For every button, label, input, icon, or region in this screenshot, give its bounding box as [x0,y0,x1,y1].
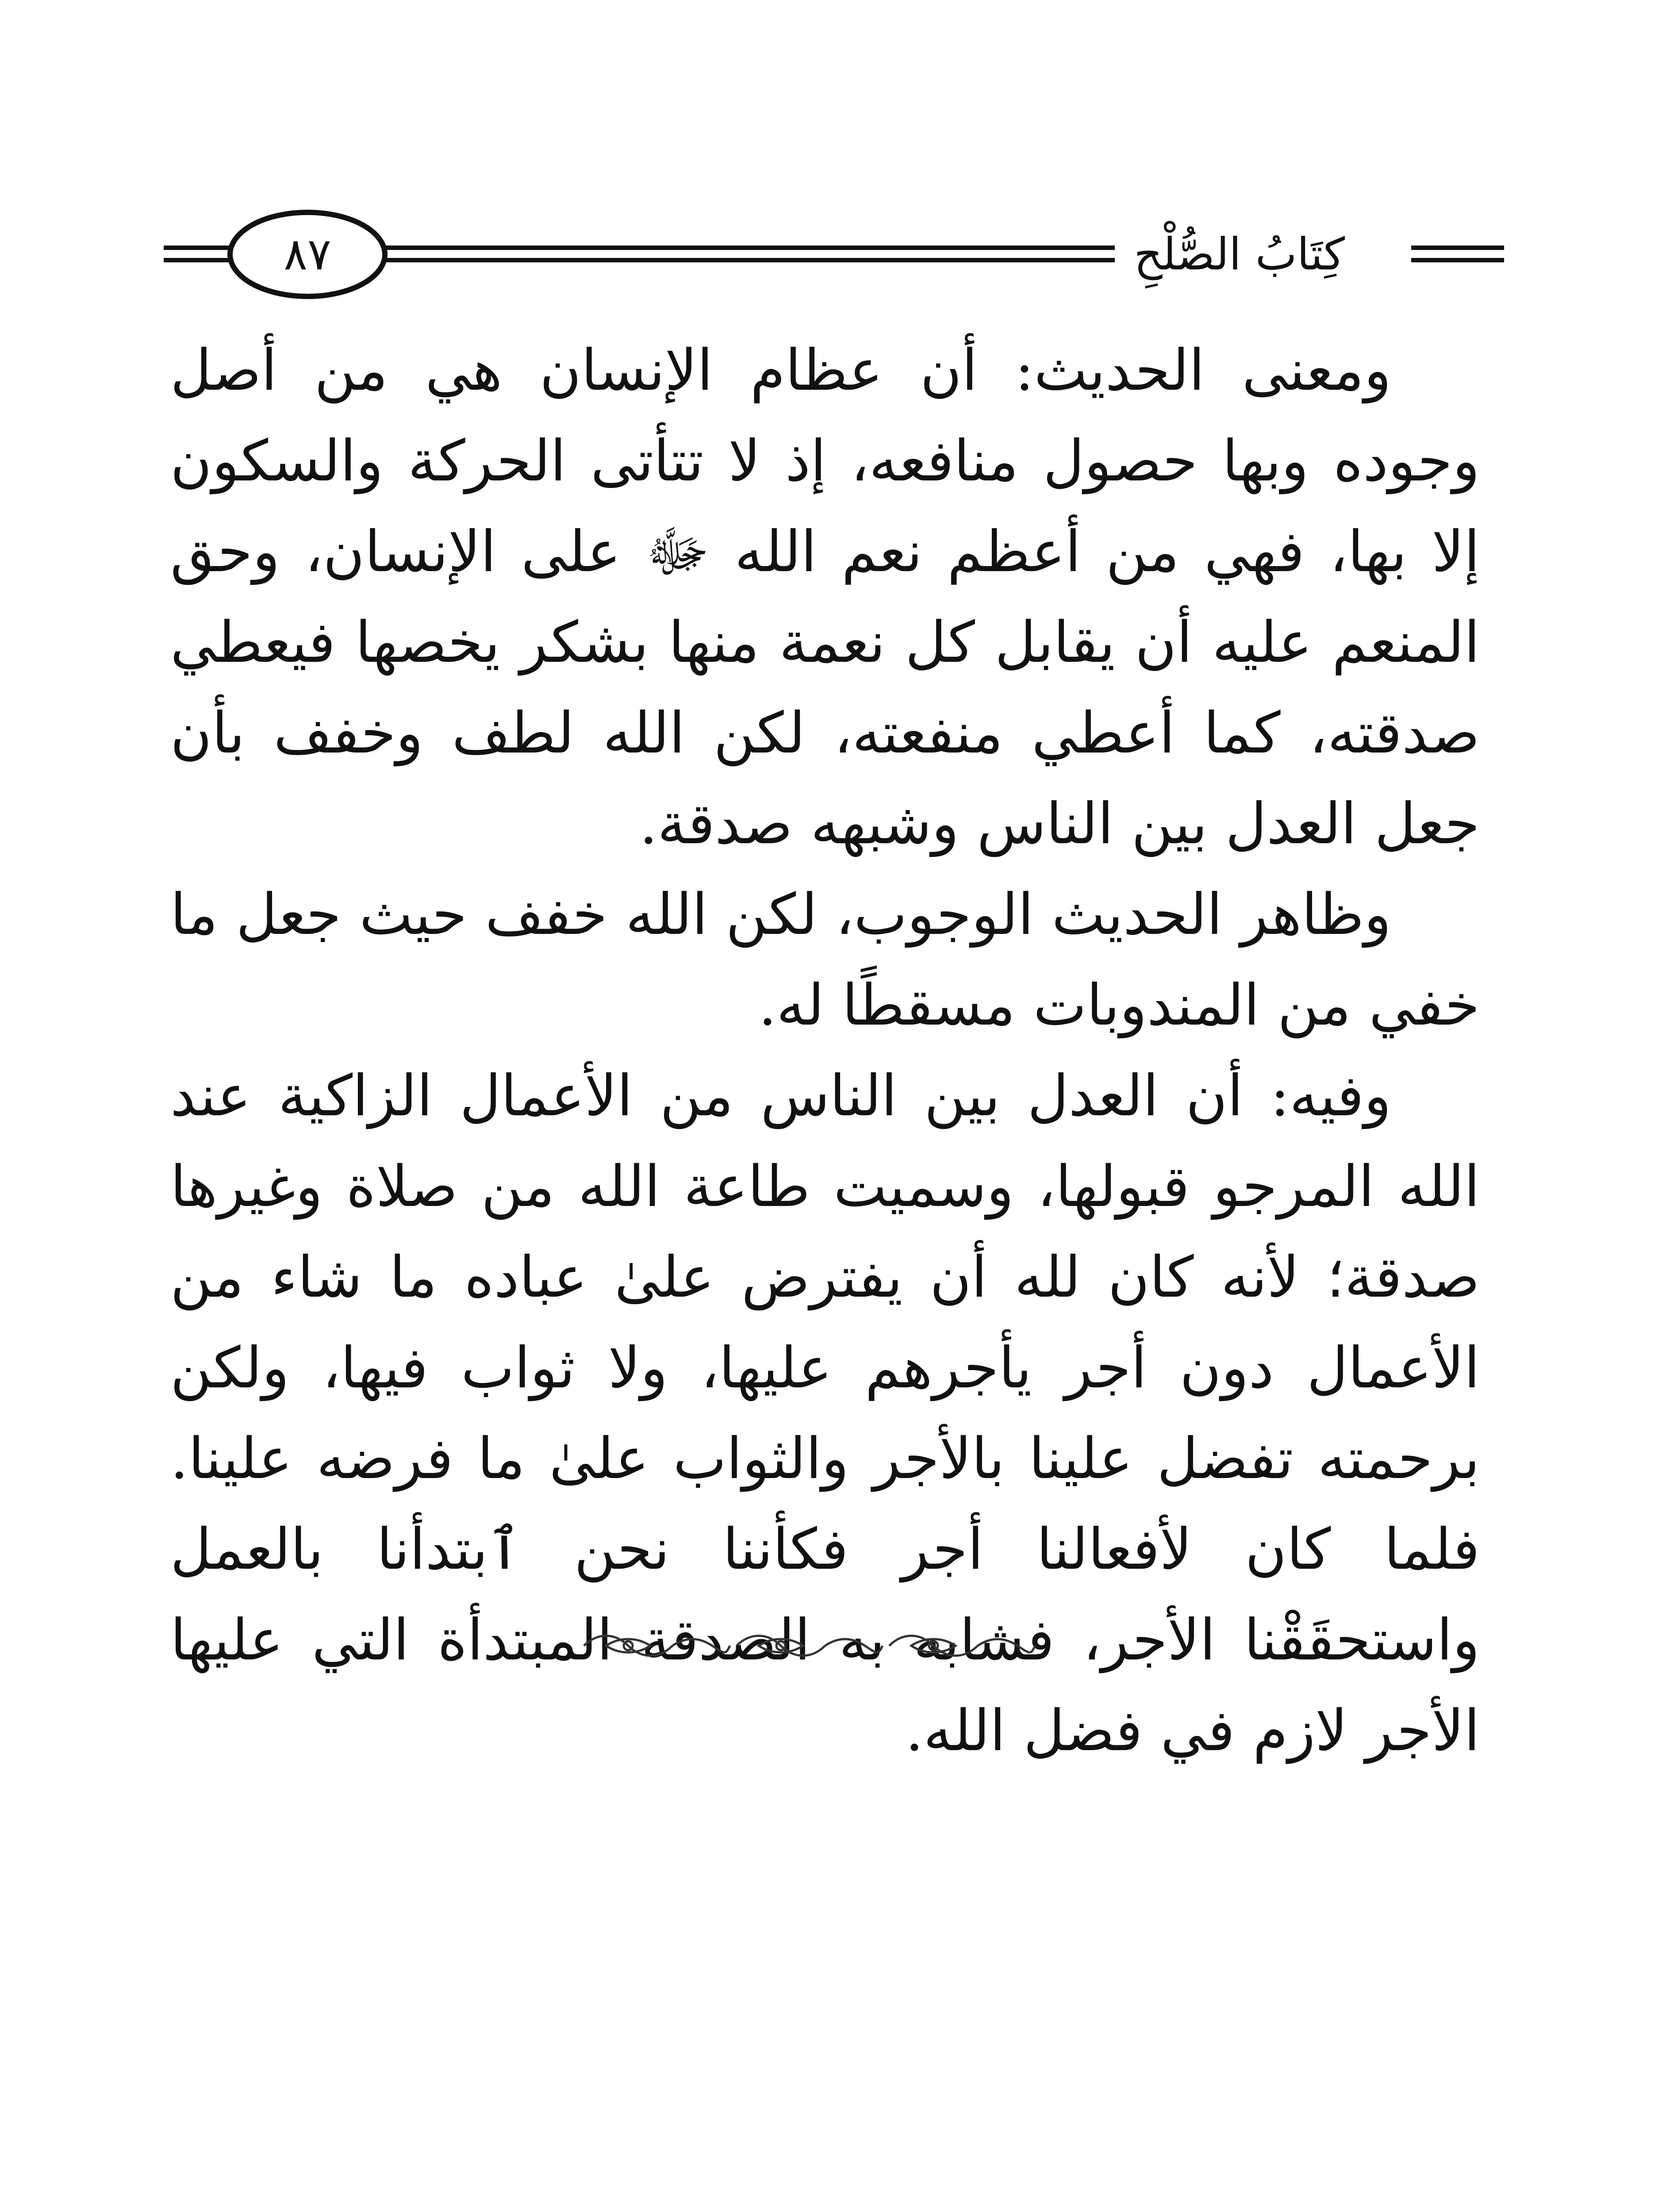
floral-divider-icon [580,1628,1040,1663]
page-header [164,199,1504,310]
running-title: كِتَابُ الصُّلْحِ [1121,217,1358,292]
page-number: ٨٧ [284,228,331,280]
paragraph-2: وظاهر الحديث الوجوب، لكن الله خفف حيث جعل ما خفي من المندوبات مسقطًا له. [170,882,1480,1038]
paragraph-3: وفيه: أن العدل بين الناس من الأعمال الزاكية عند الله المرجو قبولها، وسميت طاعة الله من صلاة وغيرها صدقة؛ لأنه كان لله أن يفترض علىٰ عباده ما شاء من الأعمال دون أجر يأجرهم عليها، ولا ثواب فيها، ولكن برحمته تفضل علينا بالأجر والثواب علىٰ ما فرضه علينا. فلما كان لأفعالنا أجر فكأننا نحن ٱبتدأنا بالعمل واستحقَقْنا الأجر، فشابه به الصدقة المبتدأة التي عليها الأجر لازم في فضل الله. [170,1063,1480,1764]
main-text [170,325,1480,1776]
paragraph-1: ومعنى الحديث: أن عظام الإنسان هي من أصل وجوده وبها حصول منافعه، إذ لا تتأتى الحركة والسكون إلا بها، فهي من أعظم نعم الله ﷻ على الإنسان، وحق المنعم عليه أن يقابل كل نعمة منها بشكر يخصها فيعطي صدقته، كما أعطي منفعته، لكن الله لطف وخفف بأن جعل العدل بين الناس وشبهه صدقة. [170,338,1480,857]
